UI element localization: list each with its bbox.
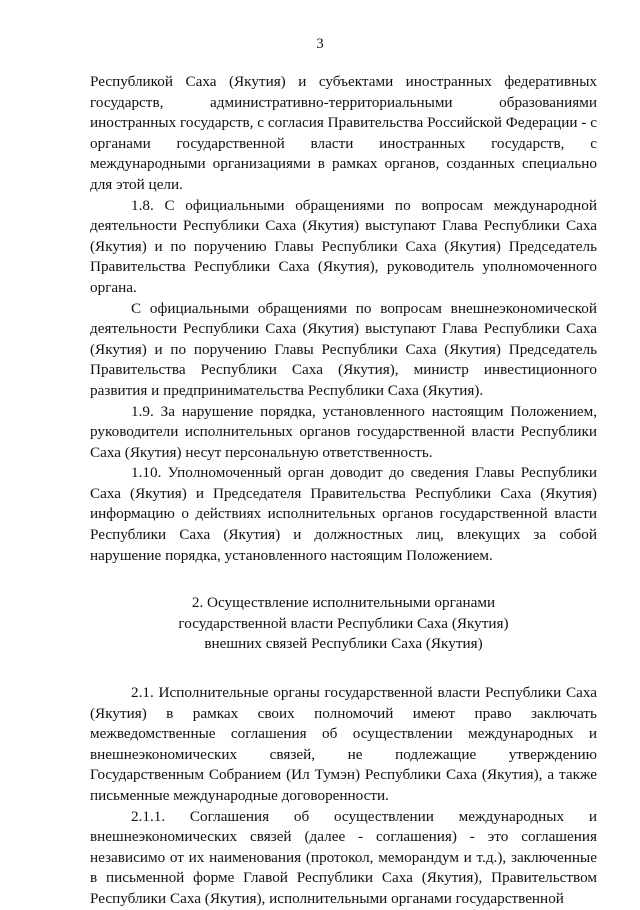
paragraph-1-8: 1.8. С официальными обращениями по вопросам международной деятельности Республики Саха (Якутия) выступают Глава Республики Саха (Якутия) и по поручению Главы Республики Саха (Якутия) Председатель Правительства Республики Саха (Якутия), руководитель уполномоченного органа. [90,196,597,296]
page-number: 3 [316,36,324,52]
paragraph-external-economic-appeals: С официальными обращениями по вопросам внешнеэкономической деятельности Республики Саха (Якутия) выступают Глава Республики Саха (Якутия) и по поручению Главы Республики Саха (Якутия) Председатель Правительства Республики Саха (Якутия), министр инвестиционного развития и предпринимательства Республики Саха (Якутия). [90,299,597,399]
section-heading-line: внешних связей Республики Саха (Якутия) [204,635,483,653]
section-heading-line: государственной власти Республики Саха (Якутия) [178,614,509,632]
section-heading-line: 2. Осуществление исполнительными органами [191,594,496,612]
paragraph-2-1-1: 2.1.1. Соглашения об осуществлении международных и внешнеэкономических связей (далее - соглашения) - это соглашения независимо от их наименования (протокол, меморандум и т.д.), заключенные в письменной форме Главой Республики Саха (Якутия), Правительством Республики Саха (Якутия), исполнительными органами государственной [90,807,597,907]
paragraph-1-10: 1.10. Уполномоченный орган доводит до сведения Главы Республики Саха (Якутия) и Председателя Правительства Республики Саха (Якутия) информацию о действиях исполнительных органов государственной власти Республики Саха (Якутия) и должностных лиц, влекущих за собой нарушение порядка, установленного настоящим Положением. [90,464,597,564]
paragraph-2-1: 2.1. Исполнительные органы государственной власти Республики Саха (Якутия) в рамках своих полномочий имеют право заключать межведомственные соглашения об осуществлении международных и внешнеэкономических связей, не подлежащие утверждению Государственным Собранием (Ил Тумэн) Республики Саха (Якутия), а также письменные международные договоренности. [90,684,597,804]
document-body [90,72,597,910]
paragraph-continuation: Республикой Саха (Якутия) и субъектами иностранных федеративных государств, административно-территориальными образованиями иностранных государств, с согласия Правительства Российской Федерации - с органами государственной власти иностранных государств, с международными организациями в рамках органов, созданных специально для этой цели. [90,73,597,193]
section-heading [90,593,597,655]
paragraph-1-9: 1.9. За нарушение порядка, установленного настоящим Положением, руководители исполнительных органов государственной власти Республики Саха (Якутия) несут персональную ответственность. [90,402,597,461]
spacer [90,566,597,593]
spacer [90,655,597,683]
